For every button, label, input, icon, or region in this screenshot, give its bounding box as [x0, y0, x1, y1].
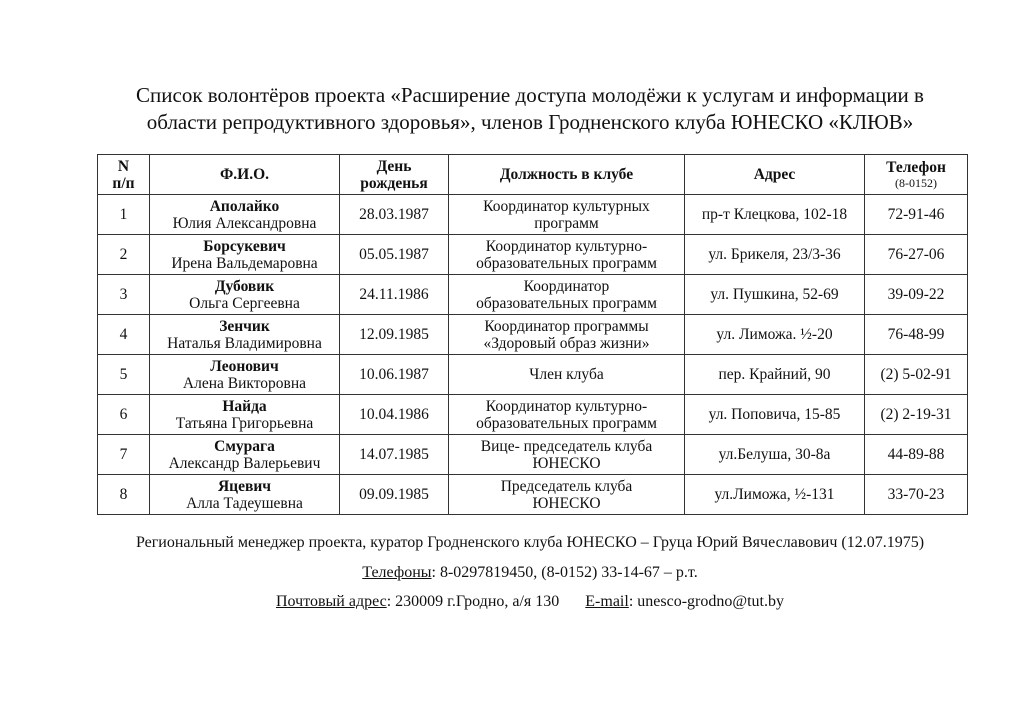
row-address: ул. Лиможа. ½-20 [685, 315, 865, 355]
row-birthday: 24.11.1986 [340, 275, 449, 315]
footer-contacts [60, 593, 1000, 611]
row-name: Дубовик Ольга Сергеевна [150, 275, 340, 315]
table-row [98, 395, 968, 435]
row-phone: (2) 2-19-31 [865, 395, 968, 435]
row-number: 6 [98, 395, 150, 435]
row-phone: 76-48-99 [865, 315, 968, 355]
row-position: Член клуба [449, 355, 685, 395]
header-address: Адрес [685, 155, 865, 195]
row-position: Координатор культурных программ [449, 195, 685, 235]
row-address: ул.Белуша, 30-8а [685, 435, 865, 475]
footer-phones [60, 564, 1000, 582]
header-number: N п/п [98, 155, 150, 195]
header-name: Ф.И.О. [150, 155, 340, 195]
document-title [60, 82, 1000, 136]
row-address: ул. Пушкина, 52-69 [685, 275, 865, 315]
row-phone: 76-27-06 [865, 235, 968, 275]
table-row [98, 315, 968, 355]
row-birthday: 09.09.1985 [340, 475, 449, 515]
row-number: 4 [98, 315, 150, 355]
row-birthday: 28.03.1987 [340, 195, 449, 235]
row-name: Яцевич Алла Тадеушевна [150, 475, 340, 515]
row-position: Председатель клуба ЮНЕСКО [449, 475, 685, 515]
row-phone: 33-70-23 [865, 475, 968, 515]
row-number: 3 [98, 275, 150, 315]
row-address: ул. Поповича, 15-85 [685, 395, 865, 435]
row-birthday: 14.07.1985 [340, 435, 449, 475]
row-name: Аполайко Юлия Александровна [150, 195, 340, 235]
postal-label: Почтовый адрес [276, 593, 387, 610]
table-header-row [98, 155, 968, 195]
volunteers-table [97, 154, 968, 515]
row-address: пер. Крайний, 90 [685, 355, 865, 395]
row-phone: (2) 5-02-91 [865, 355, 968, 395]
phones-value: : 8-0297819450, (8-0152) 33-14-67 – р.т. [431, 564, 698, 581]
row-birthday: 05.05.1987 [340, 235, 449, 275]
table-row [98, 275, 968, 315]
row-number: 1 [98, 195, 150, 235]
table-row [98, 355, 968, 395]
table-row [98, 195, 968, 235]
row-number: 7 [98, 435, 150, 475]
row-position: Вице- председатель клуба ЮНЕСКО [449, 435, 685, 475]
row-name: Борсукевич Ирена Вальдемаровна [150, 235, 340, 275]
header-phone: Телефон (8-0152) [865, 155, 968, 195]
row-address: ул.Лиможа, ½-131 [685, 475, 865, 515]
title-line-1: Список волонтёров проекта «Расширение доступа молодёжи к услугам и информации в [136, 83, 924, 107]
row-number: 5 [98, 355, 150, 395]
row-position: Координатор культурно- образовательных программ [449, 235, 685, 275]
row-birthday: 10.06.1987 [340, 355, 449, 395]
table-row [98, 435, 968, 475]
header-position: Должность в клубе [449, 155, 685, 195]
row-phone: 44-89-88 [865, 435, 968, 475]
row-phone: 39-09-22 [865, 275, 968, 315]
row-birthday: 10.04.1986 [340, 395, 449, 435]
table-row [98, 475, 968, 515]
footer-manager: Региональный менеджер проекта, куратор Гродненского клуба ЮНЕСКО – Груца Юрий Вячеславович (12.07.1975) [135, 534, 925, 551]
row-phone: 72-91-46 [865, 195, 968, 235]
email-label: E-mail [585, 593, 629, 610]
row-position: Координатор программы «Здоровый образ жизни» [449, 315, 685, 355]
row-address: пр-т Клецкова, 102-18 [685, 195, 865, 235]
row-position: Координатор образовательных программ [449, 275, 685, 315]
row-address: ул. Брикеля, 23/3-36 [685, 235, 865, 275]
title-line-2: области репродуктивного здоровья», членов Гродненского клуба ЮНЕСКО «КЛЮВ» [146, 110, 914, 134]
table-row [98, 235, 968, 275]
row-position: Координатор культурно- образовательных программ [449, 395, 685, 435]
header-birthday: День рожденья [340, 155, 449, 195]
email-value[interactable]: : unesco-grodno@tut.by [628, 593, 784, 610]
row-name: Смурага Александр Валерьевич [150, 435, 340, 475]
row-name: Зенчик Наталья Владимировна [150, 315, 340, 355]
phones-label: Телефоны [362, 564, 432, 581]
row-name: Найда Татьяна Григорьевна [150, 395, 340, 435]
row-name: Леонович Алена Викторовна [150, 355, 340, 395]
header-phone-code: (8-0152) [895, 176, 937, 190]
row-number: 8 [98, 475, 150, 515]
row-birthday: 12.09.1985 [340, 315, 449, 355]
row-number: 2 [98, 235, 150, 275]
postal-value: : 230009 г.Гродно, а/я 130 [386, 593, 560, 610]
